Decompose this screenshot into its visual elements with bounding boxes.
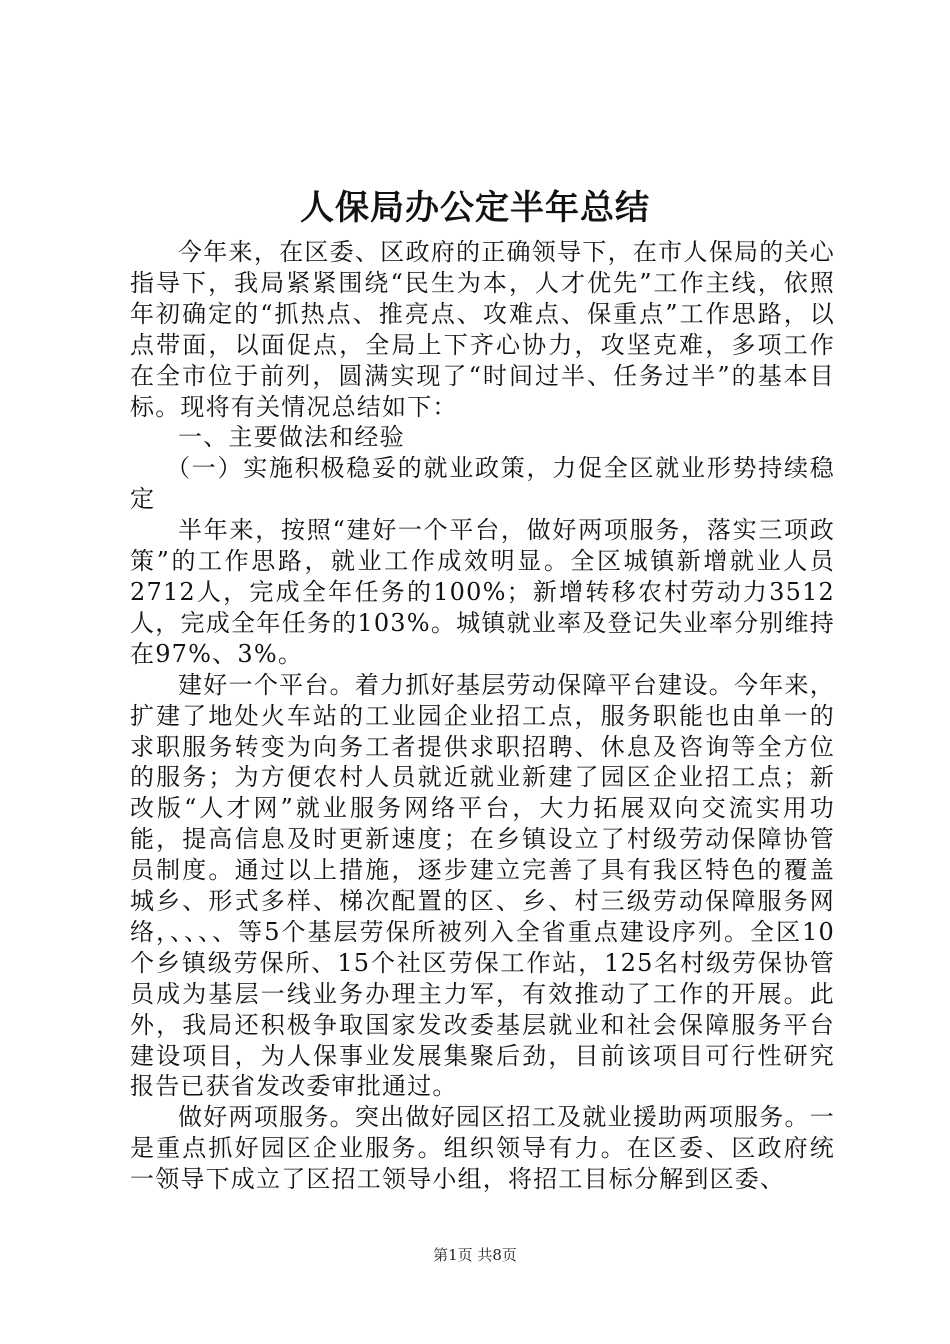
section-heading: 一、主要做法和经验 xyxy=(178,423,405,452)
document-title: 人保局办公定半年总结 xyxy=(300,188,650,228)
document-body xyxy=(130,237,835,1195)
subsection-heading: （一）实施积极稳妥的就业政策，力促全区就业形势持续稳定 xyxy=(130,454,835,514)
body-paragraph: 建好一个平台。着力抓好基层劳动保障平台建设。今年来，扩建了地处火车站的工业园企业招工点，服务职能也由单一的求职服务转变为向务工者提供求职招聘、休息及咨询等全方位的服务；为方便农村人员就近就业新建了园区企业招工点；新改版“人才网”就业服务网络平台，大力拓展双向交流实用功能，提高信息及时更新速度；在乡镇设立了村级劳动保障协管员制度。通过以上措施，逐步建立完善了具有我区特色的覆盖城乡、形式多样、梯次配置的区、乡、村三级劳动保障服务网络，、、、、等5个基层劳保所被列入全省重点建设序列。全区10个乡镇级劳保所、15个社区劳保工作站，125名村级劳保协管员成为基层一线业务办理主力军，有效推动了工作的开展。此外，我局还积极争取国家发改委基层就业和社会保障服务平台建设项目，为人保事业发展集聚后劲，目前该项目可行性研究报告已获省发改委审批通过。 xyxy=(130,670,835,1101)
page-number-footer: 第1页 共8页 xyxy=(433,1246,517,1264)
body-paragraph: 半年来，按照“建好一个平台，做好两项服务，落实三项政策”的工作思路，就业工作成效明显。全区城镇新增就业人员2712人，完成全年任务的100%；新增转移农村劳动力3512人，完成全年任务的103%。城镇就业率及登记失业率分别维持在97%、3%。 xyxy=(130,516,835,668)
intro-paragraph: 今年来，在区委、区政府的正确领导下，在市人保局的关心指导下，我局紧紧围绕“民生为本，人才优先”工作主线，依照年初确定的“抓热点、推亮点、攻难点、保重点”工作思路，以点带面，以面促点，全局上下齐心协力，攻坚克难，多项工作在全市位于前列，圆满实现了“时间过半、任务过半”的基本目标。现将有关情况总结如下： xyxy=(130,238,835,421)
body-paragraph: 做好两项服务。突出做好园区招工及就业援助两项服务。一是重点抓好园区企业服务。组织领导有力。在区委、区政府统一领导下成立了区招工领导小组，将招工目标分解到区委、 xyxy=(130,1103,835,1194)
